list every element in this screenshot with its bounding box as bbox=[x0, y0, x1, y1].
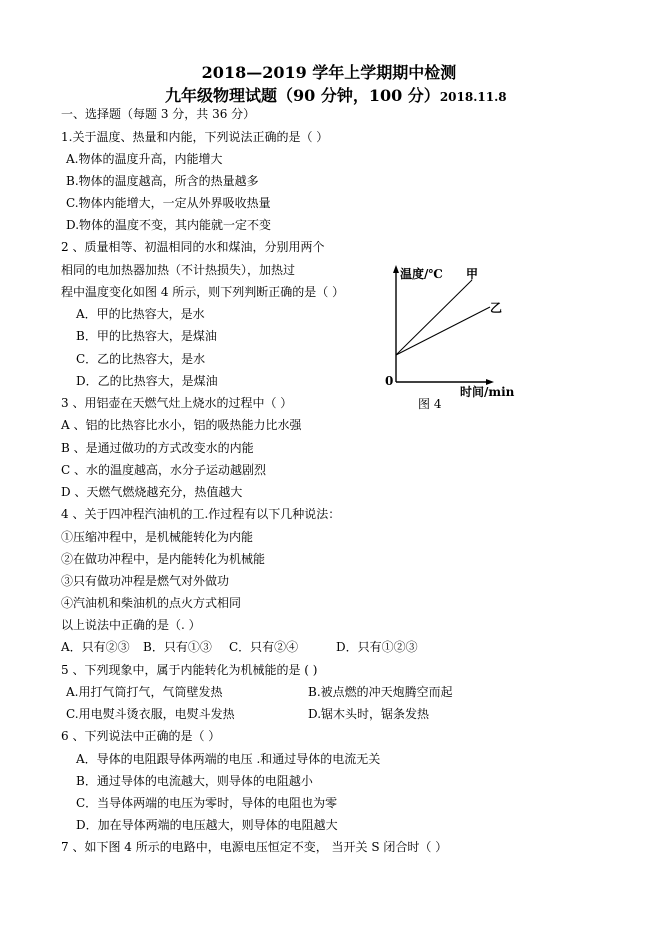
section-heading: 一、选择题（每题 3 分，共 36 分） bbox=[61, 107, 256, 121]
title-line-2 bbox=[165, 83, 507, 106]
q4-statement-2: ②在做功冲程中，是内能转化为机械能 bbox=[61, 552, 266, 566]
q2-option-c: C．乙的比热容大，是水 bbox=[76, 352, 206, 366]
q3-stem: 3 、用铝壶在天燃气灶上烧水的过程中（ ） bbox=[61, 396, 293, 410]
q3-option-d: D 、天燃气燃烧越充分，热值越大 bbox=[61, 485, 243, 499]
q2-stem-line-2: 相同的电加热器加热（不计热损失），加热过 bbox=[61, 263, 296, 277]
figure-4-temperature-graph bbox=[380, 262, 540, 412]
q4-statement-3: ③只有做功冲程是燃气对外做功 bbox=[61, 574, 230, 588]
q1-option-b: B.物体的温度越高，所含的热量越多 bbox=[66, 174, 259, 188]
q4-statement-1: ①压缩冲程中，是机械能转化为内能 bbox=[61, 530, 254, 544]
line-yi bbox=[396, 307, 490, 355]
q4-statement-4: ④汽油机和柴油机的点火方式相同 bbox=[61, 596, 242, 610]
line-jia bbox=[396, 280, 472, 355]
q6-option-b: B．通过导体的电流越大，则导体的电阻越小 bbox=[76, 774, 313, 788]
q6-option-d: D．加在导体两端的电压越大，则导体的电阻越大 bbox=[76, 818, 338, 832]
q5-stem: 5 、下列现象中，属于内能转化为机械能的是 ( ) bbox=[61, 663, 318, 677]
q2-stem-line-1: 2 、质量相等、初温相同的水和煤油，分别用两个 bbox=[61, 240, 325, 254]
q4-stem: 4 、关于四冲程汽油机的工.作过程有以下几种说法： bbox=[61, 507, 341, 521]
q1-option-c: C.物体内能增大，一定从外界吸收热量 bbox=[66, 196, 271, 210]
q6-option-a: A．导体的电阻跟导体两端的电压 .和通过导体的电流无关 bbox=[76, 752, 381, 766]
y-axis-label: 温度/℃ bbox=[400, 267, 443, 281]
q4-option-c: C．只有②④ bbox=[229, 640, 299, 654]
exam-date: 2018.11.8 bbox=[439, 90, 507, 104]
q2-stem-line-3: 程中温度变化如图 4 所示，则下列判断正确的是（ ） bbox=[61, 285, 345, 299]
line-yi-label: 乙 bbox=[490, 301, 503, 315]
q2-option-d: D．乙的比热容大，是煤油 bbox=[76, 374, 218, 388]
line-jia-label: 甲 bbox=[466, 267, 479, 281]
q4-option-d: D．只有①②③ bbox=[336, 640, 418, 654]
q5-option-a: A.用打气筒打气，气筒壁发热 bbox=[66, 685, 223, 699]
x-axis-label: 时间/min bbox=[460, 385, 515, 399]
q5-option-b: B.被点燃的冲天炮腾空而起 bbox=[308, 685, 453, 699]
q6-option-c: C．当导体两端的电压为零时，导体的电阻也为零 bbox=[76, 796, 338, 810]
q3-option-c: C 、水的温度越高，水分子运动越剧烈 bbox=[61, 463, 266, 477]
q4-option-b: B．只有①③ bbox=[143, 640, 212, 654]
title-main: 九年级物理试题（90 分钟，100 分） bbox=[165, 86, 440, 105]
q7-stem: 7 、如下图 4 所示的电路中，电源电压恒定不变， 当开关 S 闭合时（ ） bbox=[61, 840, 448, 854]
q3-option-b: B 、是通过做功的方式改变水的内能 bbox=[61, 441, 254, 455]
q3-option-a: A 、铝的比热容比水小，铝的吸热能力比水强 bbox=[61, 418, 302, 432]
origin-label: 0 bbox=[385, 374, 394, 388]
q4-option-a: A．只有②③ bbox=[61, 640, 130, 654]
q2-option-b: B．甲的比热容大，是煤油 bbox=[76, 329, 217, 343]
q4-conclusion: 以上说法中正确的是（. ） bbox=[61, 618, 201, 632]
figure-caption: 图 4 bbox=[418, 397, 442, 411]
q5-option-c: C.用电熨斗烫衣服，电熨斗发热 bbox=[66, 707, 235, 721]
q5-option-d: D.锯木头时，锯条发热 bbox=[308, 707, 430, 721]
q1-option-a: A.物体的温度升高，内能增大 bbox=[66, 152, 223, 166]
q6-stem: 6 、下列说法中正确的是（ ） bbox=[61, 729, 221, 743]
q1-stem: 1.关于温度、热量和内能，下列说法正确的是（ ） bbox=[61, 130, 329, 144]
q2-option-a: A．甲的比热容大，是水 bbox=[76, 307, 205, 321]
q1-option-d: D.物体的温度不变，其内能就一定不变 bbox=[66, 218, 272, 232]
title-line-1: 2018—2019 学年上学期期中检测 bbox=[201, 63, 457, 82]
y-axis-arrow bbox=[393, 265, 399, 273]
